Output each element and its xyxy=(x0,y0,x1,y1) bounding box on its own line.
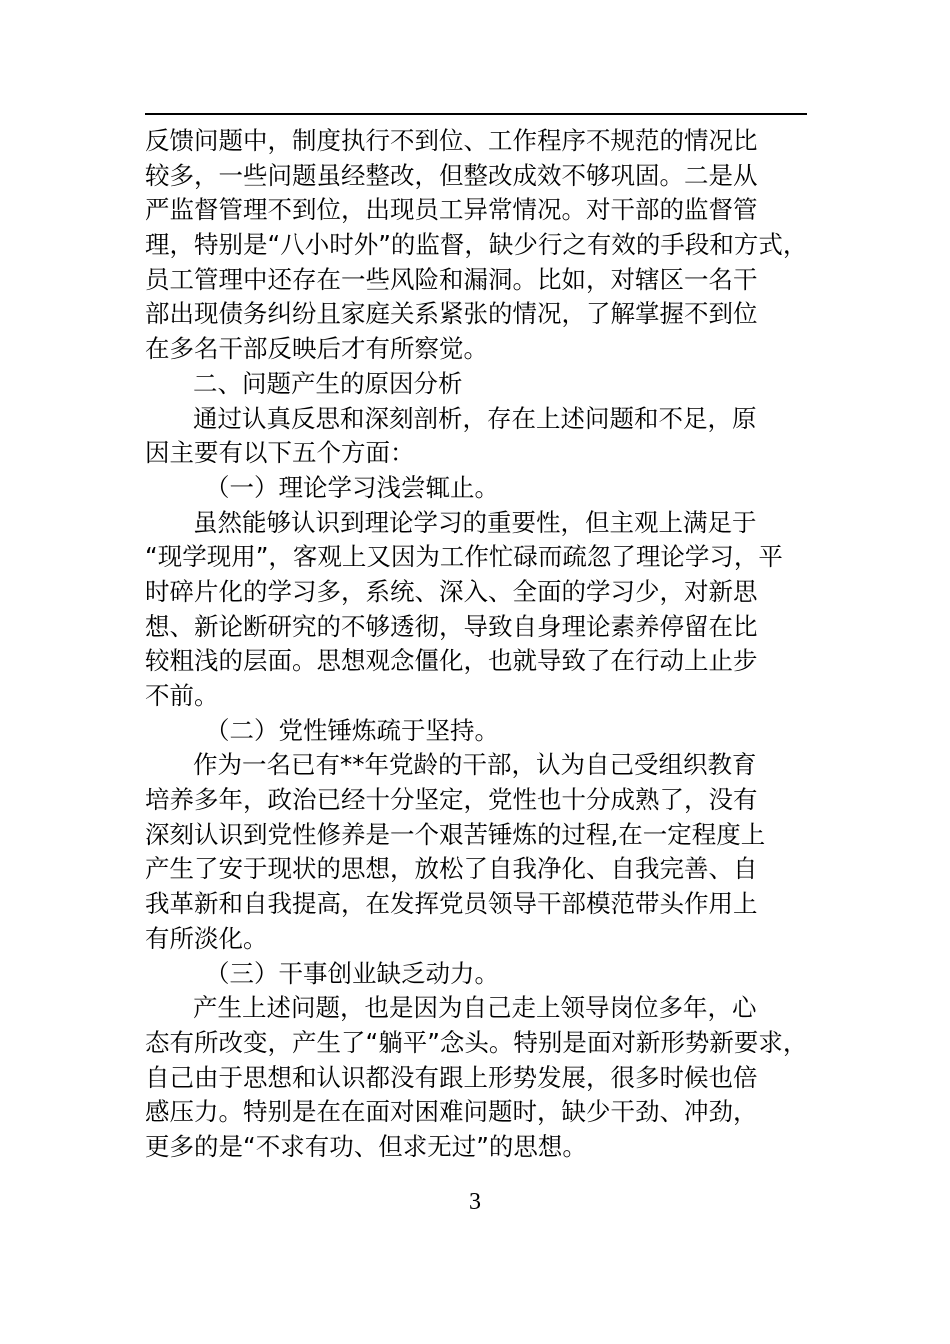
text-line: 虽然能够认识到理论学习的重要性，但主观上满足于 xyxy=(193,507,757,537)
text-line: 更多的是“不求有功、但求无过”的思想。 xyxy=(145,1131,587,1161)
text-line: 深刻认识到党性修养是一个艰苦锤炼的过程,在一定程度上 xyxy=(145,819,766,849)
text-line: 我革新和自我提高，在发挥党员领导干部模范带头作用上 xyxy=(145,889,758,919)
text-line: 严监督管理不到位，出现员工异常情况。对干部的监督管 xyxy=(145,195,758,225)
header-rule xyxy=(145,113,807,115)
text-line: 较粗浅的层面。思想观念僵化，也就导致了在行动上止步 xyxy=(145,646,758,676)
text-line: 员工管理中还存在一些风险和漏洞。比如，对辖区一名干 xyxy=(145,264,758,294)
text-line: 感压力。特别是在在面对困难问题时，缺少干劲、冲劲， xyxy=(145,1097,758,1127)
text-line: 有所淡化。 xyxy=(145,923,268,953)
text-line: 产生了安于现状的思想，放松了自我净化、自我完善、自 xyxy=(145,854,758,884)
text-line: 不前。 xyxy=(145,681,219,710)
text-line: 作为一名已有**年党龄的干部，认为自己受组织教育 xyxy=(193,750,757,780)
text-line: 部出现债务纠纷且家庭关系紧张的情况，了解掌握不到位 xyxy=(145,299,758,329)
text-line: 产生上述问题，也是因为自己走上领导岗位多年，心 xyxy=(193,993,757,1023)
text-line: 在多名干部反映后才有所察觉。 xyxy=(145,334,488,364)
text-line: 较多，一些问题虽经整改，但整改成效不够巩固。二是从 xyxy=(145,160,758,190)
text-line: 态有所改变，产生了“躺平”念头。特别是面对新形势新要求， xyxy=(145,1027,808,1057)
text-line: 理，特别是“八小时外”的监督，缺少行之有效的手段和方式， xyxy=(145,230,808,260)
text-line: 想、新论断研究的不够透彻，导致自身理论素养停留在比 xyxy=(145,611,758,641)
body-text xyxy=(145,124,835,1165)
page-number: 3 xyxy=(469,1189,481,1215)
section-heading: 二、问题产生的原因分析 xyxy=(193,368,463,398)
text-line: 反馈问题中，制度执行不到位、工作程序不规范的情况比 xyxy=(145,126,758,155)
subsection-heading: （二）党性锤炼疏于坚持。 xyxy=(205,715,499,745)
text-line: 时碎片化的学习多，系统、深入、全面的学习少，对新思 xyxy=(145,576,758,606)
text-line: 培养多年，政治已经十分坚定，党性也十分成熟了，没有 xyxy=(145,785,758,815)
text-line: 因主要有以下五个方面： xyxy=(145,438,415,468)
subsection-heading: （一）理论学习浅尝辄止。 xyxy=(205,472,499,502)
subsection-heading: （三）干事创业缺乏动力。 xyxy=(205,958,499,988)
text-line: 自己由于思想和认识都没有跟上形势发展，很多时候也倍 xyxy=(145,1062,758,1092)
text-line: 通过认真反思和深刻剖析，存在上述问题和不足，原 xyxy=(193,403,757,433)
text-line: “现学现用”，客观上又因为工作忙碌而疏忽了理论学习，平 xyxy=(145,542,783,572)
